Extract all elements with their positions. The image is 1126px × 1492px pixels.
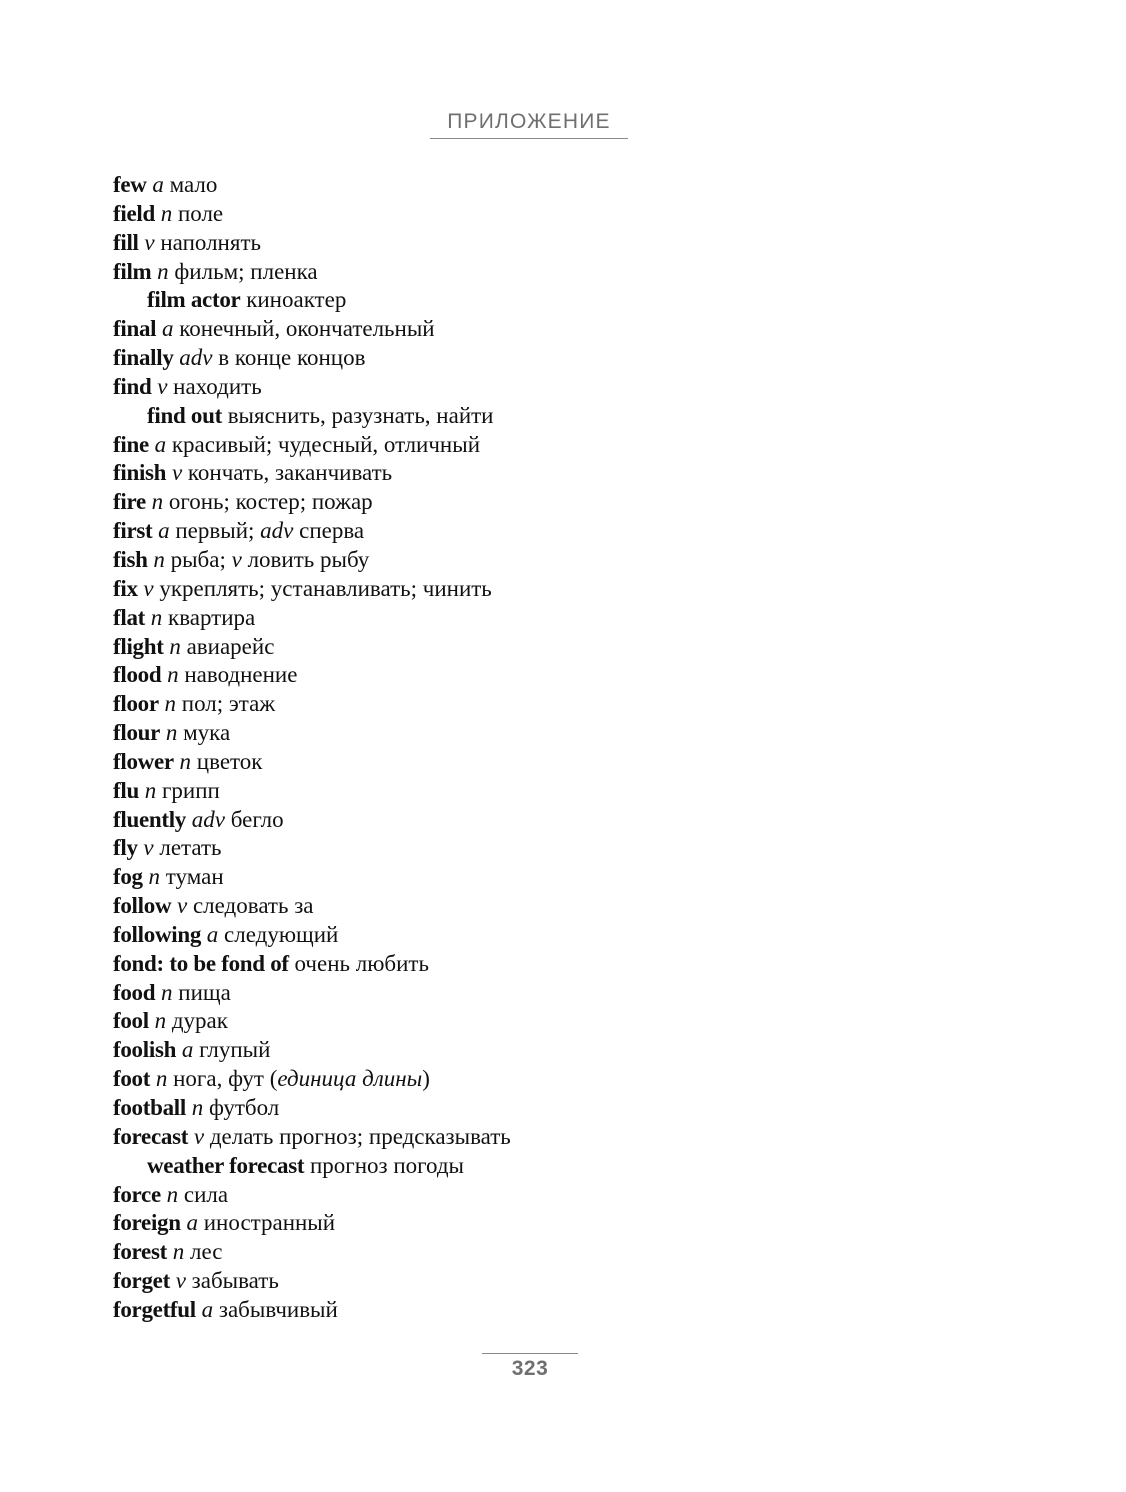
entry-text: глупый — [193, 1037, 271, 1063]
entry-text: находить — [167, 373, 262, 399]
headword: force — [113, 1181, 161, 1207]
dictionary-entry — [113, 1035, 1073, 1064]
italic-label: v — [144, 229, 155, 255]
dictionary-entry — [113, 574, 1073, 603]
italic-label: n — [148, 864, 161, 890]
headword: food — [113, 979, 156, 1005]
italic-label: n — [144, 777, 157, 803]
entry-text: делать прогноз; предсказывать — [204, 1123, 511, 1149]
dictionary-entry — [113, 949, 1073, 978]
italic-label: a — [154, 431, 167, 457]
italic-label: a — [206, 921, 219, 947]
entry-text: дурак — [166, 1008, 228, 1034]
entry-text: пол; этаж — [176, 691, 276, 717]
entry-text: следовать за — [187, 893, 314, 919]
italic-label: v — [143, 835, 154, 861]
italic-label: n — [166, 1181, 179, 1207]
dictionary-entry — [113, 257, 1073, 286]
italic-label: v — [171, 460, 183, 486]
headword: flight — [113, 633, 164, 659]
headword: find — [113, 373, 152, 399]
italic-label: adv — [179, 345, 213, 371]
entry-text: очень любить — [288, 950, 429, 976]
phrase: find out — [147, 402, 222, 428]
headword: foreign — [113, 1210, 181, 1236]
dictionary-entry — [113, 776, 1073, 805]
italic-label: n — [167, 662, 179, 688]
dictionary-entry — [113, 430, 1073, 459]
dictionary-entry — [113, 1266, 1073, 1295]
dictionary-entry — [113, 1208, 1073, 1237]
entry-text: забывать — [185, 1268, 279, 1294]
italic-label: adv — [260, 518, 294, 544]
italic-label: v — [177, 893, 188, 919]
entry-text: следующий — [218, 921, 339, 947]
italic-label: n — [165, 720, 178, 746]
italic-label: n — [154, 1008, 167, 1034]
dictionary-entry — [113, 314, 1073, 343]
dictionary-entry — [113, 1006, 1073, 1035]
entry-text: наполнять — [154, 229, 261, 255]
entry-text: конечный, окончательный — [173, 316, 435, 342]
dictionary-entry — [113, 603, 1073, 632]
entry-text: забывчивый — [213, 1296, 338, 1322]
headword: follow — [113, 893, 172, 919]
entry-text: ) — [422, 1066, 430, 1092]
dictionary-entry — [113, 516, 1073, 545]
dictionary-entry — [113, 487, 1073, 516]
entry-text: первый; — [169, 518, 261, 544]
headword: foot — [113, 1066, 151, 1092]
entry-text: мука — [177, 720, 231, 746]
entry-text: кончать, заканчивать — [182, 460, 393, 486]
dictionary-entry-list — [113, 170, 1073, 1324]
entry-text: лес — [184, 1239, 223, 1265]
italic-label: a — [181, 1037, 194, 1063]
entry-text: наводнение — [178, 662, 298, 688]
headword: finish — [113, 460, 167, 486]
italic-label: n — [160, 200, 173, 226]
italic-label: a — [186, 1210, 198, 1236]
running-header: ПРИЛОЖЕНИЕ — [430, 108, 628, 139]
italic-label: n — [151, 489, 164, 515]
footer-divider — [482, 1353, 578, 1354]
italic-label: v — [231, 546, 242, 572]
headword: flour — [113, 720, 161, 746]
dictionary-entry — [113, 689, 1073, 718]
entry-text: киноактер — [240, 287, 347, 313]
dictionary-entry — [113, 343, 1073, 372]
headword: first — [113, 518, 153, 544]
headword: fine — [113, 431, 149, 457]
italic-label: n — [157, 258, 169, 284]
italic-label: a — [161, 316, 174, 342]
headword: fire — [113, 489, 146, 515]
italic-label: v — [193, 1123, 205, 1149]
headword: few — [113, 172, 147, 197]
phrase: weather forecast — [147, 1152, 305, 1178]
headword: field — [113, 200, 155, 226]
dictionary-entry — [113, 170, 1073, 199]
entry-text: иностранный — [198, 1210, 336, 1236]
italic-label: n — [153, 546, 165, 572]
dictionary-entry — [113, 920, 1073, 949]
dictionary-entry — [113, 1122, 1073, 1151]
entry-text: футбол — [203, 1095, 280, 1120]
headword: fill — [113, 229, 139, 255]
dictionary-entry — [113, 862, 1073, 891]
headword: floor — [113, 691, 159, 717]
dictionary-subentry — [113, 285, 1073, 314]
dictionary-entry — [113, 372, 1073, 401]
dictionary-entry — [113, 1295, 1073, 1324]
italic-label: v — [143, 575, 154, 601]
dictionary-subentry — [113, 401, 1073, 430]
headword: final — [113, 316, 157, 342]
headword: forecast — [113, 1123, 189, 1149]
headword: forest — [113, 1239, 167, 1265]
italic-label: adv — [191, 806, 225, 832]
entry-text: летать — [153, 835, 222, 861]
entry-text: фильм; пленка — [168, 258, 318, 284]
entry-text: грипп — [156, 777, 220, 803]
entry-text: квартира — [162, 604, 256, 630]
headword: football — [113, 1095, 186, 1120]
italic-label: n — [179, 748, 192, 774]
headword: fool — [113, 1008, 149, 1034]
dictionary-entry — [113, 199, 1073, 228]
entry-text: бегло — [224, 806, 284, 832]
entry-text: выяснить, разузнать, найти — [221, 402, 494, 428]
italic-label: v — [175, 1268, 186, 1294]
italic-label: n — [161, 979, 173, 1005]
dictionary-entry — [113, 747, 1073, 776]
headword: finally — [113, 345, 174, 371]
entry-text: авиарейс — [180, 633, 275, 659]
dictionary-subentry — [113, 1151, 1073, 1180]
entry-text: пища — [172, 979, 231, 1005]
italic-label: a — [152, 172, 164, 197]
italic-label: n — [172, 1239, 185, 1265]
dictionary-entry — [113, 1237, 1073, 1266]
entry-text: мало — [163, 172, 218, 197]
headword: fog — [113, 864, 143, 890]
headword: film — [113, 258, 152, 284]
page-number: 323 — [511, 1357, 549, 1380]
italic-label: единица длины — [277, 1066, 423, 1092]
entry-text: ловить рыбу — [241, 546, 370, 572]
headword: forget — [113, 1268, 170, 1294]
dictionary-entry — [113, 978, 1073, 1007]
dictionary-entry — [113, 458, 1073, 487]
entry-text: огонь; костер; пожар — [163, 489, 373, 515]
italic-label: n — [164, 691, 177, 717]
italic-label: a — [158, 518, 170, 544]
dictionary-entry — [113, 1064, 1073, 1093]
entry-text: туман — [160, 864, 224, 890]
dictionary-entry — [113, 833, 1073, 862]
headword: flat — [113, 604, 146, 630]
dictionary-entry — [113, 660, 1073, 689]
italic-label: v — [157, 373, 168, 399]
headword: flower — [113, 748, 174, 774]
headword: flu — [113, 777, 139, 803]
italic-label: n — [150, 604, 163, 630]
dictionary-entry — [113, 632, 1073, 661]
entry-text: поле — [172, 200, 224, 226]
headword: foolish — [113, 1037, 177, 1063]
dictionary-entry — [113, 1180, 1073, 1209]
headword: flood — [113, 662, 162, 688]
entry-text: цветок — [191, 748, 263, 774]
italic-label: n — [169, 633, 181, 659]
headword: following — [113, 921, 202, 947]
dictionary-entry — [113, 1093, 1073, 1122]
headword: fly — [113, 835, 138, 861]
headword: fish — [113, 546, 148, 572]
entry-text: рыба; — [164, 546, 232, 572]
entry-text: нога, фут ( — [167, 1066, 278, 1092]
dictionary-entry — [113, 718, 1073, 747]
entry-text: сперва — [293, 518, 365, 544]
headword: fluently — [113, 806, 186, 832]
headword: forgetful — [113, 1296, 196, 1322]
headword: fix — [113, 575, 138, 601]
dictionary-entry — [113, 805, 1073, 834]
dictionary-entry — [113, 545, 1073, 574]
entry-text: прогноз погоды — [304, 1152, 465, 1178]
entry-text: сила — [178, 1181, 229, 1207]
headword: fond: to be fond of — [113, 950, 289, 976]
phrase: film actor — [147, 287, 241, 313]
dictionary-entry — [113, 228, 1073, 257]
entry-text: в конце концов — [212, 345, 366, 371]
italic-label: a — [201, 1296, 214, 1322]
entry-text: укреплять; устанавливать; чинить — [153, 575, 492, 601]
entry-text: красивый; чудесный, отличный — [166, 431, 481, 457]
italic-label: n — [191, 1095, 204, 1120]
italic-label: n — [155, 1066, 168, 1092]
dictionary-entry — [113, 891, 1073, 920]
